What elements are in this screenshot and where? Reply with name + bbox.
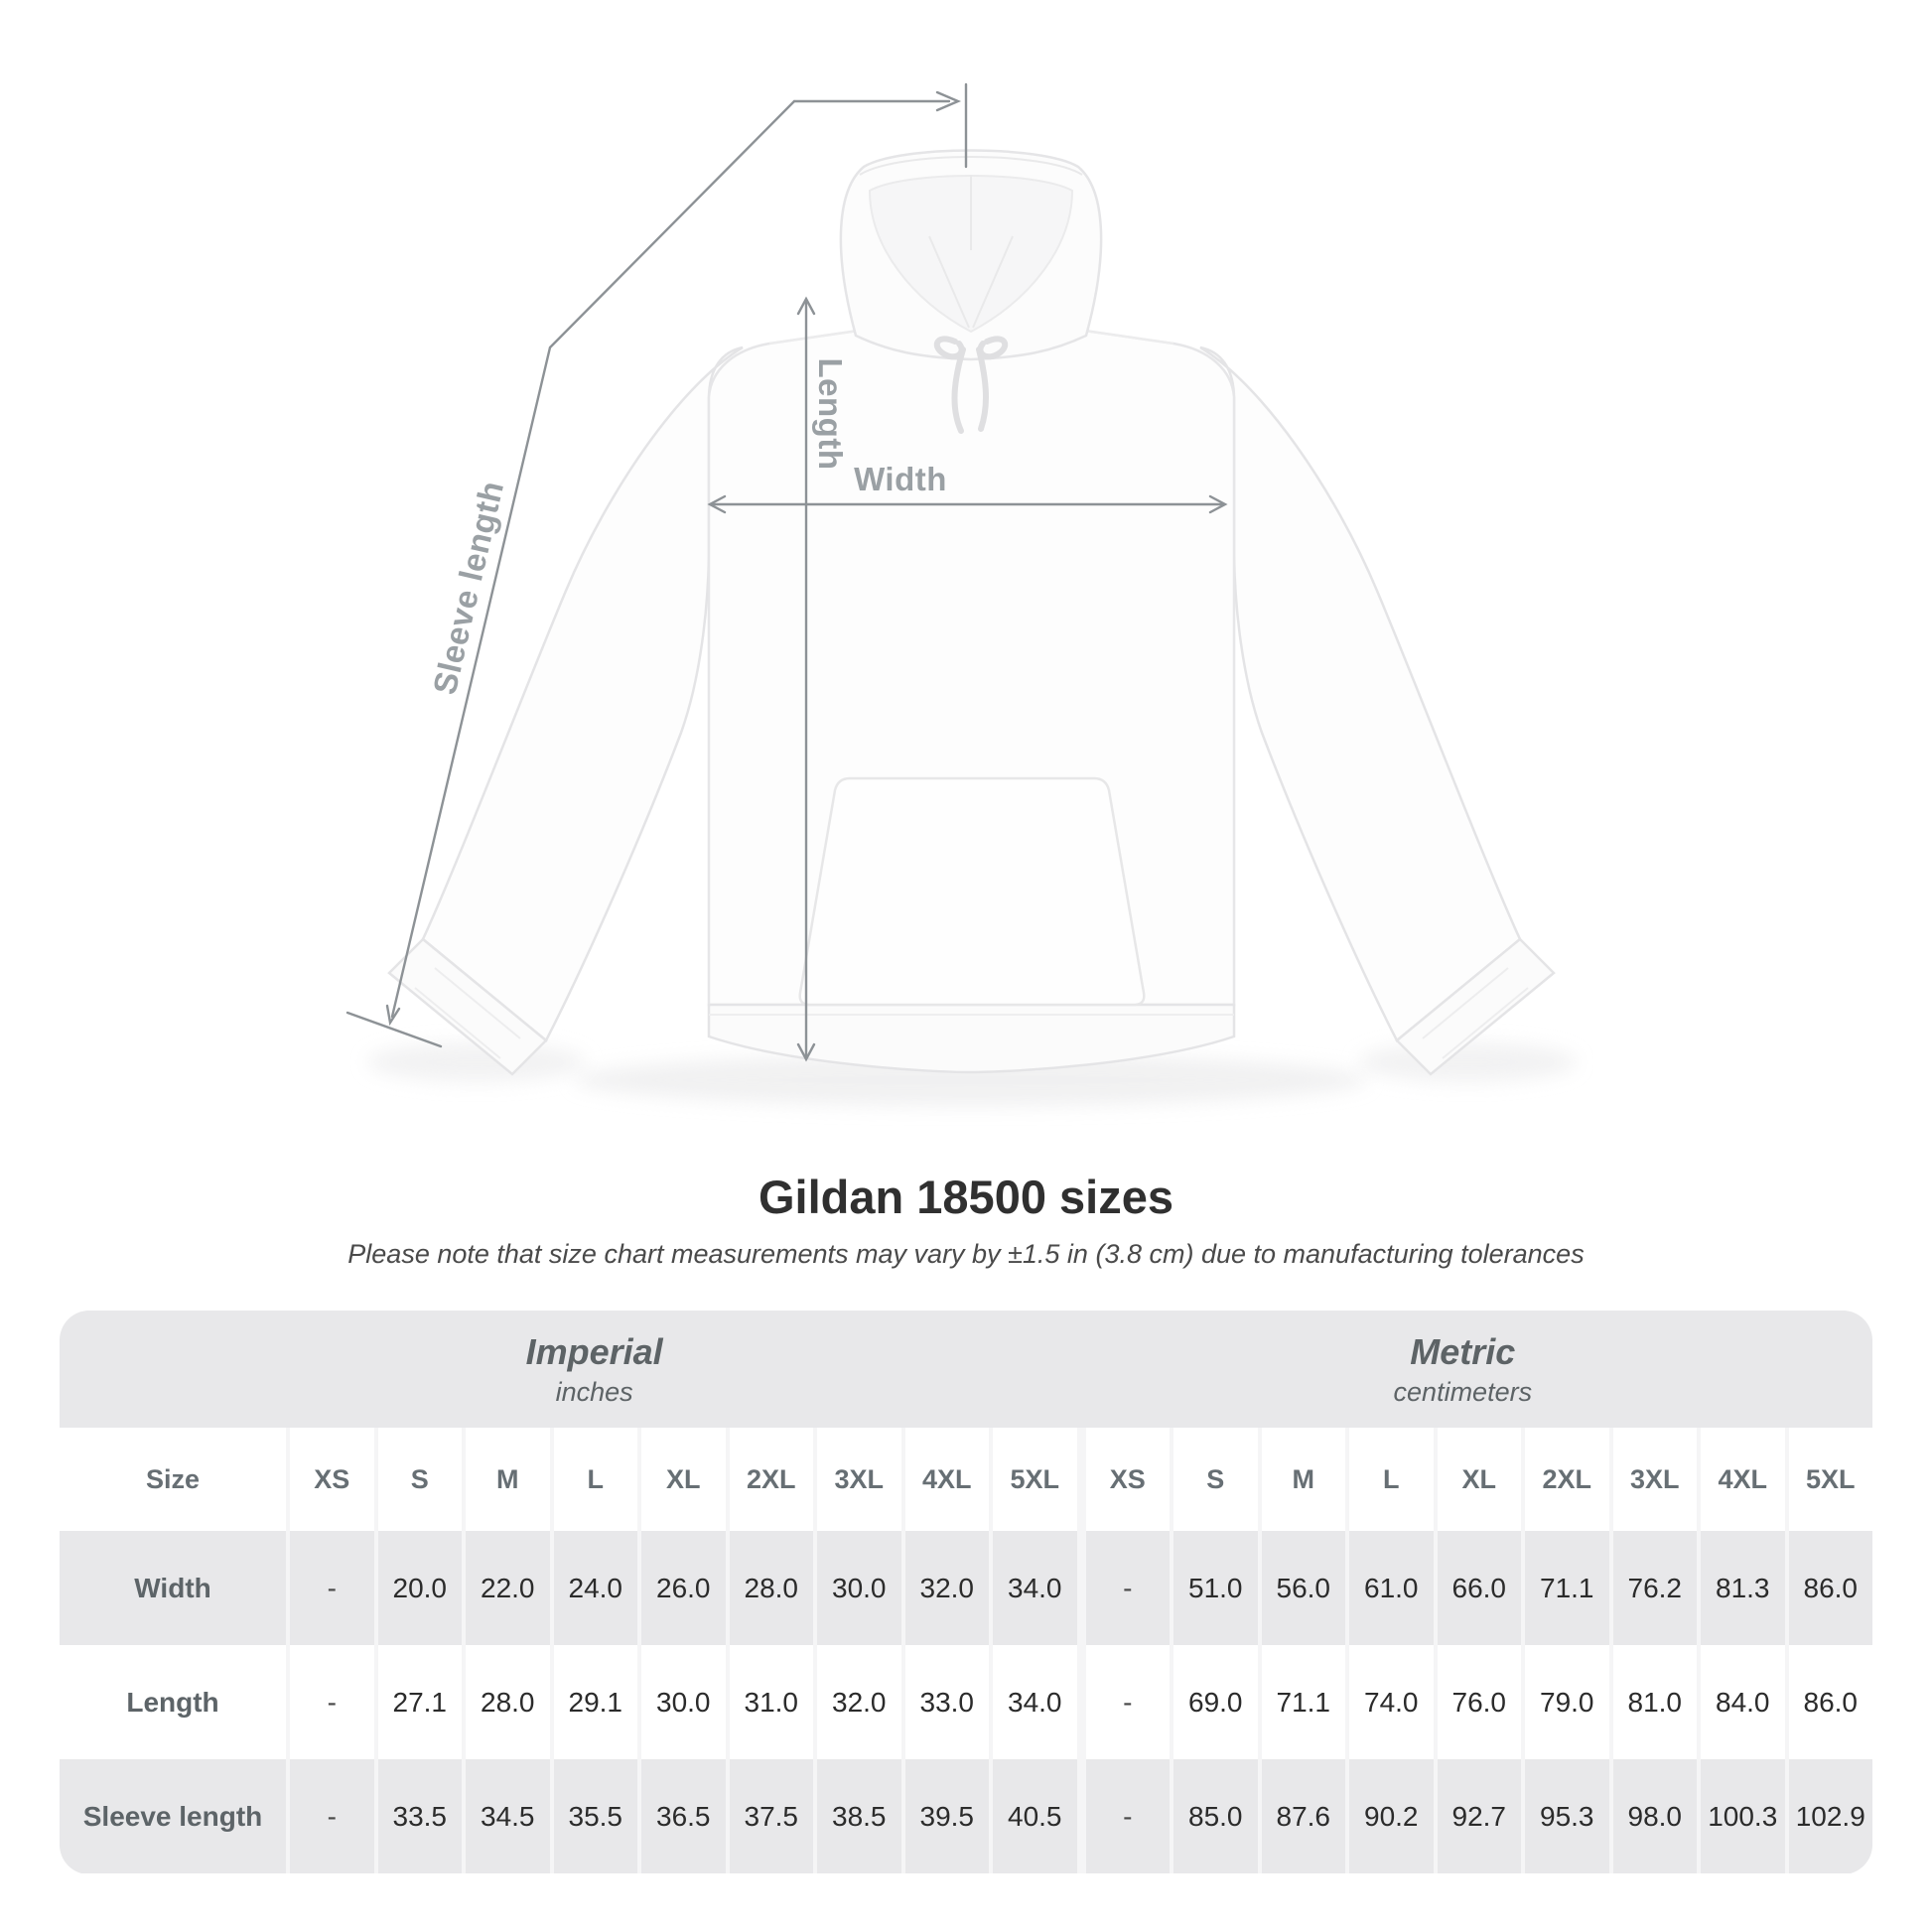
metric-value-S: 51.0 xyxy=(1173,1531,1258,1645)
imperial-value-XL: 26.0 xyxy=(641,1531,726,1645)
imperial-title: Imperial xyxy=(525,1330,663,1372)
size-header-label: Size xyxy=(60,1428,286,1531)
row-label: Sleeve length xyxy=(60,1759,286,1873)
metric-unit: centimeters xyxy=(1393,1376,1533,1407)
imperial-value-XL: 36.5 xyxy=(641,1759,726,1873)
imperial-value-L: 24.0 xyxy=(554,1531,638,1645)
imperial-size-col-4XL: 4XL xyxy=(905,1428,990,1531)
imperial-value-2XL: 31.0 xyxy=(730,1645,814,1759)
metric-value-5XL: 86.0 xyxy=(1789,1645,1873,1759)
metric-value-L: 74.0 xyxy=(1349,1645,1434,1759)
imperial-value-4XL: 32.0 xyxy=(905,1531,990,1645)
metric-value-4XL: 100.3 xyxy=(1701,1759,1785,1873)
page-title: Gildan 18500 sizes xyxy=(758,1171,1174,1223)
metric-value-4XL: 81.3 xyxy=(1701,1531,1785,1645)
metric-value-L: 61.0 xyxy=(1349,1531,1434,1645)
metric-size-col-XS: XS xyxy=(1086,1428,1171,1531)
metric-value-3XL: 98.0 xyxy=(1613,1759,1698,1873)
measure-row-sleeve-length xyxy=(60,1759,1872,1873)
imperial-value-L: 35.5 xyxy=(554,1759,638,1873)
metric-value-XL: 76.0 xyxy=(1438,1645,1522,1759)
imperial-value-M: 22.0 xyxy=(466,1531,550,1645)
metric-value-4XL: 84.0 xyxy=(1701,1645,1785,1759)
metric-value-XS: - xyxy=(1086,1531,1171,1645)
imperial-value-3XL: 38.5 xyxy=(817,1759,901,1873)
metric-value-5XL: 86.0 xyxy=(1789,1531,1873,1645)
metric-value-2XL: 79.0 xyxy=(1525,1645,1609,1759)
size-header-row xyxy=(60,1428,1872,1531)
imperial-value-XL: 30.0 xyxy=(641,1645,726,1759)
width-label: Width xyxy=(854,461,947,497)
metric-value-2XL: 95.3 xyxy=(1525,1759,1609,1873)
imperial-value-S: 33.5 xyxy=(378,1759,463,1873)
metric-value-3XL: 76.2 xyxy=(1613,1531,1698,1645)
row-label: Width xyxy=(60,1531,286,1645)
unit-header-band xyxy=(60,1311,1872,1428)
imperial-value-5XL: 40.5 xyxy=(993,1759,1077,1873)
imperial-value-XS: - xyxy=(290,1759,374,1873)
imperial-value-L: 29.1 xyxy=(554,1645,638,1759)
metric-value-3XL: 81.0 xyxy=(1613,1645,1698,1759)
imperial-value-M: 28.0 xyxy=(466,1645,550,1759)
imperial-size-col-L: L xyxy=(554,1428,638,1531)
group-spacer xyxy=(1081,1531,1082,1645)
metric-value-XL: 66.0 xyxy=(1438,1531,1522,1645)
metric-size-col-M: M xyxy=(1262,1428,1346,1531)
sleeve-length-label: Sleeve length xyxy=(425,477,511,698)
imperial-value-XS: - xyxy=(290,1531,374,1645)
imperial-value-S: 27.1 xyxy=(378,1645,463,1759)
measure-row-length xyxy=(60,1645,1872,1759)
imperial-size-col-M: M xyxy=(466,1428,550,1531)
metric-header xyxy=(1394,1311,1533,1428)
imperial-value-S: 20.0 xyxy=(378,1531,463,1645)
metric-value-L: 90.2 xyxy=(1349,1759,1434,1873)
metric-value-M: 71.1 xyxy=(1262,1645,1346,1759)
table-rows xyxy=(60,1428,1872,1873)
imperial-unit: inches xyxy=(555,1376,633,1407)
metric-size-col-4XL: 4XL xyxy=(1701,1428,1785,1531)
metric-value-XL: 92.7 xyxy=(1438,1759,1522,1873)
imperial-value-2XL: 28.0 xyxy=(730,1531,814,1645)
imperial-value-3XL: 32.0 xyxy=(817,1645,901,1759)
imperial-header xyxy=(526,1311,663,1428)
group-spacer xyxy=(1081,1428,1082,1531)
metric-size-col-2XL: 2XL xyxy=(1525,1428,1609,1531)
size-chart-table xyxy=(60,1311,1872,1874)
imperial-size-col-5XL: 5XL xyxy=(993,1428,1077,1531)
metric-size-col-5XL: 5XL xyxy=(1789,1428,1873,1531)
imperial-value-XS: - xyxy=(290,1645,374,1759)
imperial-value-M: 34.5 xyxy=(466,1759,550,1873)
imperial-value-4XL: 33.0 xyxy=(905,1645,990,1759)
imperial-size-col-XL: XL xyxy=(641,1428,726,1531)
kangaroo-pocket xyxy=(800,778,1145,1005)
metric-size-col-3XL: 3XL xyxy=(1613,1428,1698,1531)
imperial-size-col-3XL: 3XL xyxy=(817,1428,901,1531)
group-spacer xyxy=(1081,1645,1082,1759)
length-label: Length xyxy=(812,357,849,471)
imperial-value-2XL: 37.5 xyxy=(730,1759,814,1873)
metric-size-col-XL: XL xyxy=(1438,1428,1522,1531)
measure-row-width xyxy=(60,1531,1872,1645)
tolerance-note: Please note that size chart measurements may vary by ±1.5 in (3.8 cm) due to manufacturing tolerances xyxy=(347,1239,1585,1269)
metric-value-S: 69.0 xyxy=(1173,1645,1258,1759)
metric-size-col-S: S xyxy=(1173,1428,1258,1531)
imperial-value-5XL: 34.0 xyxy=(993,1531,1077,1645)
imperial-size-col-XS: XS xyxy=(290,1428,374,1531)
imperial-size-col-S: S xyxy=(378,1428,463,1531)
imperial-value-5XL: 34.0 xyxy=(993,1645,1077,1759)
row-label: Length xyxy=(60,1645,286,1759)
metric-size-col-L: L xyxy=(1349,1428,1434,1531)
group-spacer xyxy=(1081,1759,1082,1873)
metric-value-2XL: 71.1 xyxy=(1525,1531,1609,1645)
metric-value-XS: - xyxy=(1086,1759,1171,1873)
imperial-value-4XL: 39.5 xyxy=(905,1759,990,1873)
metric-value-XS: - xyxy=(1086,1645,1171,1759)
metric-value-M: 87.6 xyxy=(1262,1759,1346,1873)
metric-value-5XL: 102.9 xyxy=(1789,1759,1873,1873)
imperial-size-col-2XL: 2XL xyxy=(730,1428,814,1531)
metric-value-S: 85.0 xyxy=(1173,1759,1258,1873)
imperial-value-3XL: 30.0 xyxy=(817,1531,901,1645)
hood xyxy=(841,151,1101,360)
metric-value-M: 56.0 xyxy=(1262,1531,1346,1645)
metric-title: Metric xyxy=(1410,1330,1516,1372)
